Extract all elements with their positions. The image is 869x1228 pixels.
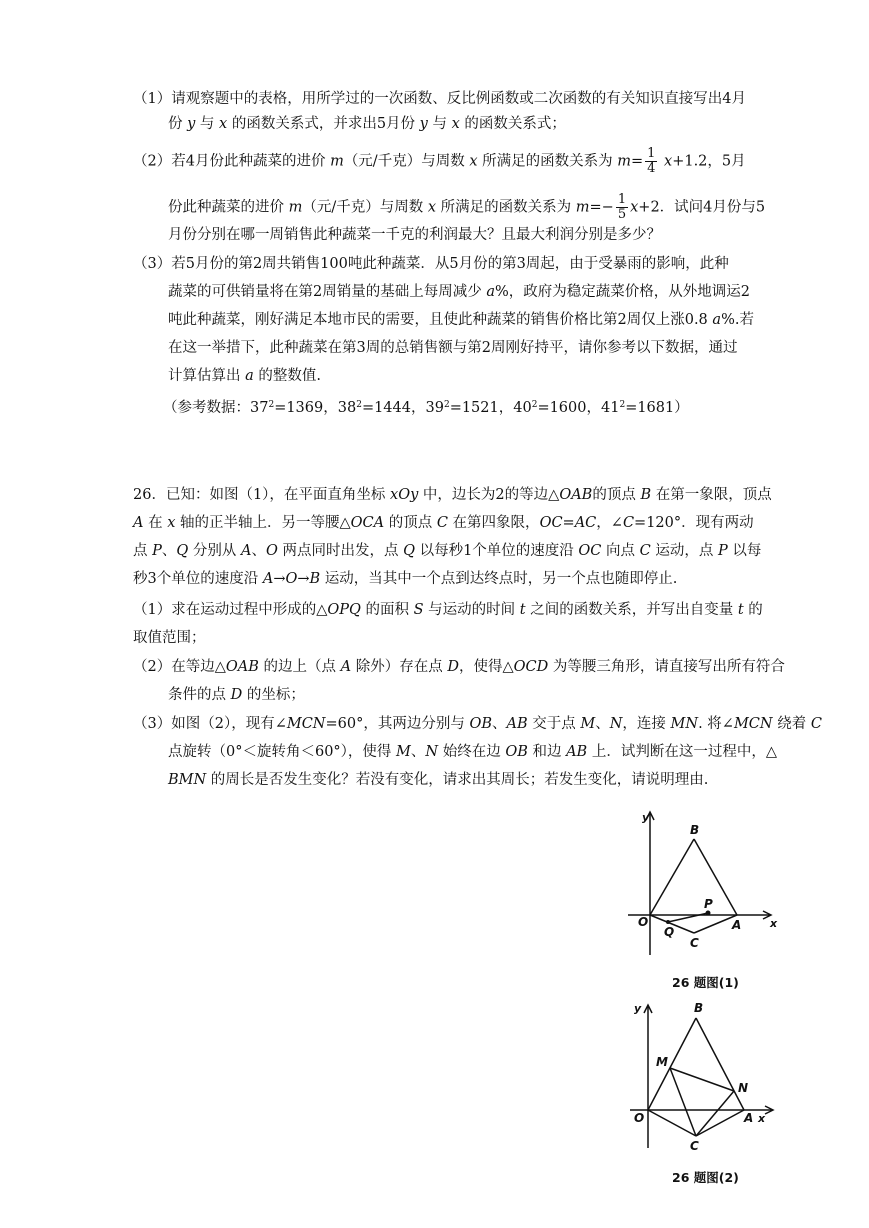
q26-part3-line3: BMN 的周长是否发生变化？若没有变化，请求出其周长；若发生变化，请说明理由.: [168, 772, 709, 788]
fig1-label-O: O: [638, 915, 649, 929]
fig2-segment-CA: [696, 1110, 744, 1136]
fig2-segment-CN: [696, 1091, 734, 1136]
figure-2-diagram: [620, 998, 790, 1158]
q25-part3-line1: （3）若5月份的第2周共销售100吨此种蔬菜．从5月份的第3周起，由于受暴雨的影响，此种: [133, 256, 729, 272]
figure-1-diagram: [620, 805, 790, 965]
fig1-point-Q: [666, 920, 670, 924]
fig2-segment-OC: [648, 1110, 696, 1136]
fig2-label-C: C: [690, 1139, 699, 1153]
q25-part2-line1: （2）若4月份此种蔬菜的进价 m（元/千克）与周数 x 所满足的函数关系为 m= $\frac{1}{4}$ x+1.2，5月: [133, 146, 746, 176]
q26-stem-line2: A 在 x 轴的正半轴上．另一等腰△OCA 的顶点 C 在第四象限，OC=AC，∠C=120°．现有两动: [133, 515, 754, 531]
fig2-label-M: M: [656, 1055, 668, 1069]
fig1-label-B: B: [690, 823, 700, 837]
fig1-segment-OB: [650, 839, 694, 915]
fig1-label-A: A: [732, 918, 742, 932]
figure-2-caption: 26 题图(2): [672, 1170, 739, 1185]
q25-part2-line3: 月份分别在哪一周销售此种蔬菜一千克的利润最大？且最大利润分别是多少？: [168, 227, 661, 243]
fig2-label-O: O: [634, 1111, 645, 1125]
q26-part3-line1: （3）如图（2），现有∠MCN=60°，其两边分别与 OB、AB 交于点 M、N，连接 MN. 将∠MCN 绕着 C: [133, 716, 822, 732]
fig1-label-x: x: [770, 917, 778, 930]
fig1-label-C: C: [690, 936, 699, 950]
q25-part3-line5: 计算估算出 a 的整数值.: [168, 368, 321, 384]
figure-2: [620, 998, 790, 1158]
q25-part3-line3: 吨此种蔬菜，刚好满足本地市民的需要，且使此种蔬菜的销售价格比第2周仅上涨0.8 a%.若: [168, 312, 754, 328]
q25-part3-line2: 蔬菜的可供销量将在第2周销量的基础上每周减少 a%，政府为稳定蔬菜价格，从外地调运2: [168, 284, 751, 300]
fig2-segment-CM: [670, 1068, 696, 1136]
figure-1: [620, 805, 790, 965]
q26-part1-line2: 取值范围；: [133, 630, 206, 646]
fig2-label-x: x: [758, 1112, 766, 1125]
q26-part1-line1: （1）求在运动过程中形成的△OPQ 的面积 S 与运动的时间 t 之间的函数关系，并写出自变量 t 的: [133, 602, 763, 618]
fig1-label-y: y: [642, 811, 650, 824]
q26-stem-line1: 26．已知：如图（1），在平面直角坐标 xOy 中，边长为2的等边△OAB的顶点 B 在第一象限，顶点: [133, 487, 772, 503]
fig2-label-N: N: [738, 1081, 749, 1095]
fig1-segment-CA: [694, 915, 737, 933]
q26-part3-line2: 点旋转（0°＜旋转角＜60°），使得 M、N 始终在边 OB 和边 AB 上．试判断在这一过程中，△: [168, 744, 777, 760]
q25-reference-data: （参考数据：$37^2=1369$，$38^2=1444$，$39^2=1521$，$40^2=1600$，$41^2=1681$）: [163, 400, 689, 416]
fraction-one-quarter: $\frac{1}{4}$: [647, 146, 656, 176]
figure-1-caption: 26 题图(1): [672, 975, 739, 990]
q26-stem-line4: 秒3个单位的速度沿 A→O→B 运动，当其中一个点到达终点时，另一个点也随即停止.: [133, 571, 678, 587]
fig1-label-P: P: [704, 897, 713, 911]
q25-part1-line1: （1）请观察题中的表格，用所学过的一次函数、反比例函数或二次函数的有关知识直接写出4月: [133, 91, 746, 107]
fig1-segment-BA: [694, 839, 737, 915]
q25-part1-line2: 份 y 与 x 的函数关系式，并求出5月份 y 与 x 的函数关系式；: [168, 116, 566, 132]
q26-stem-line3: 点 P、Q 分别从 A、O 两点同时出发，点 Q 以每秒1个单位的速度沿 OC 向点 C 运动，点 P 以每: [133, 543, 762, 559]
q26-part2-line2: 条件的点 D 的坐标；: [168, 687, 305, 703]
q26-part2-line1: （2）在等边△OAB 的边上（点 A 除外）存在点 D，使得△OCD 为等腰三角形，请直接写出所有符合: [133, 659, 785, 675]
q25-part2-line2: 份此种蔬菜的进价 m（元/千克）与周数 x 所满足的函数关系为 m=− $\frac{1}{5}$ x+2．试问4月份与5: [168, 192, 766, 222]
fig1-point-P: [706, 911, 711, 916]
fig1-label-Q: Q: [664, 925, 675, 939]
q25-part3-line4: 在这一举措下，此种蔬菜在第3周的总销售额与第2周刚好持平，请你参考以下数据，通过: [168, 340, 738, 356]
fig2-label-y: y: [634, 1002, 642, 1015]
fig2-label-A: A: [744, 1111, 754, 1125]
fig2-segment-BA: [696, 1018, 744, 1110]
fraction-one-fifth: $\frac{1}{5}$: [617, 192, 627, 222]
fig2-label-B: B: [694, 1001, 704, 1015]
